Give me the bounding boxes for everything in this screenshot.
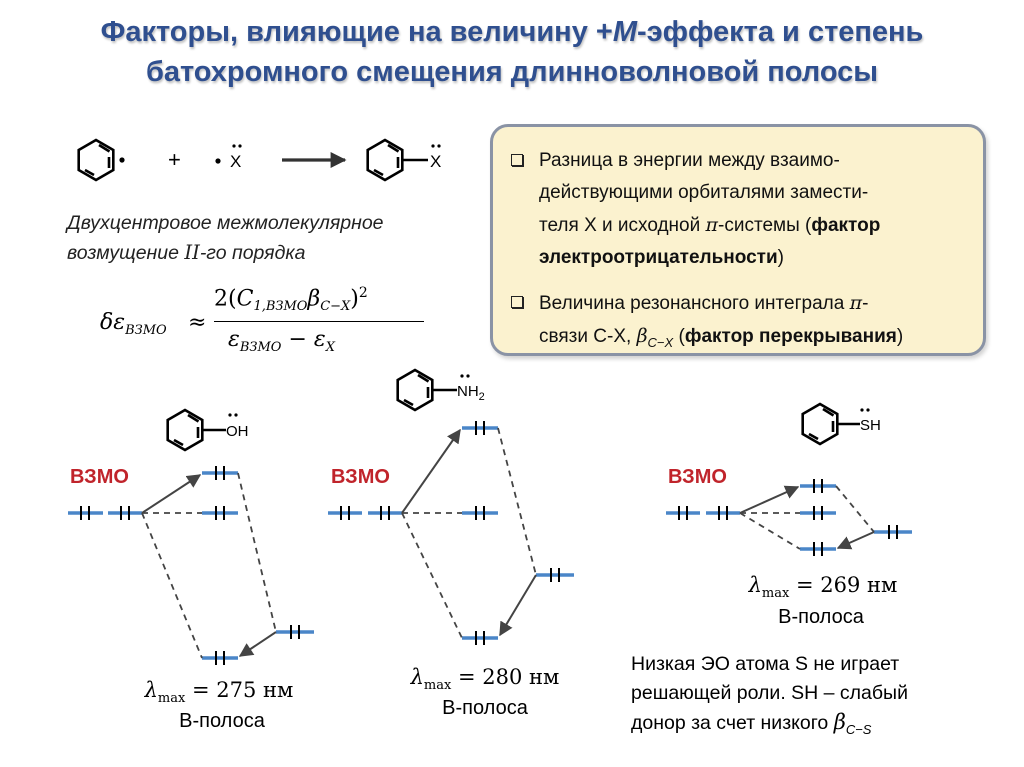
factors-box bbox=[490, 124, 986, 356]
phenyl-radical bbox=[79, 140, 125, 180]
lambda-max-sh: $\lambda_{max} = 269$ нм bbox=[748, 573, 898, 601]
x-label: X bbox=[230, 152, 242, 171]
lambda-max-oh: $\lambda_{max} = 275$ нм bbox=[144, 678, 294, 706]
oh-label: OH bbox=[226, 423, 249, 440]
arrow-up bbox=[142, 475, 200, 513]
phenol-molecule bbox=[168, 410, 249, 450]
band-label-nh2: B-полоса bbox=[442, 697, 528, 719]
formula-numerator: $2(C_{1,ВЗМО}\beta_{C-X})^2$ bbox=[214, 285, 368, 315]
plus-sign: + bbox=[168, 147, 181, 172]
aniline-molecule bbox=[398, 370, 485, 410]
factor-bullet-electronegativity: Разница в энергии между взаимо- действующими орбиталями замести- теля X и исходной π-системы (фактор электроотрицательности) bbox=[511, 145, 971, 274]
perturbation-formula: $\delta\varepsilon_{ВЗМО}$ ≈ $2(C_{1,ВЗМО}\beta_{C-X})^2$ $\varepsilon_{ВЗМО} - \varepsilon_X$ bbox=[100, 285, 430, 365]
homo-label-sh: ВЗМО bbox=[668, 466, 727, 488]
checkbox-bullet-icon bbox=[511, 154, 523, 166]
sh-label: SH bbox=[860, 417, 881, 434]
orbital-diagram-sh bbox=[666, 479, 912, 556]
sh-note: Низкая ЭО атома S не играет решающей роли. SH – слабый донор за счет низкого $\beta_{C-S}$ bbox=[631, 653, 908, 737]
reaction-scheme bbox=[79, 140, 442, 180]
orbital-diagram-oh bbox=[68, 466, 314, 665]
band-label-oh: B-полоса bbox=[179, 710, 265, 732]
product-molecule bbox=[368, 140, 442, 180]
band-label-sh: B-полоса bbox=[778, 606, 864, 628]
slide-title-line2: батохромного смещения длинноволновой полосы bbox=[145, 56, 879, 88]
slide-title-line1: Факторы, влияющие на величину +М-эффекта и степень bbox=[100, 16, 924, 48]
thiophenol-molecule bbox=[803, 404, 881, 444]
formula-denominator: $\varepsilon_{ВЗМО} - \varepsilon_X$ bbox=[228, 327, 335, 355]
homo-label-nh2: ВЗМО bbox=[331, 466, 390, 488]
factor-bullet-overlap: Величина резонансного интеграла π- связи C-X, $\beta_{C-X}$ (фактор перекрывания) bbox=[511, 287, 971, 354]
perturbation-description: Двухцентровое межмолекулярное возмущение II-го порядка bbox=[67, 212, 384, 264]
homo-label-oh: ВЗМО bbox=[70, 466, 129, 488]
lambda-max-nh2: $\lambda_{max} = 280$ нм bbox=[410, 665, 560, 693]
product-x-label: X bbox=[430, 152, 442, 171]
fraction-bar bbox=[214, 321, 424, 322]
x-radical bbox=[215, 144, 241, 171]
orbital-diagram-nh2 bbox=[328, 421, 574, 645]
nh2-label: $NH_2$ bbox=[457, 383, 485, 403]
checkbox-bullet-icon bbox=[511, 296, 523, 308]
arrow-down bbox=[240, 632, 276, 656]
